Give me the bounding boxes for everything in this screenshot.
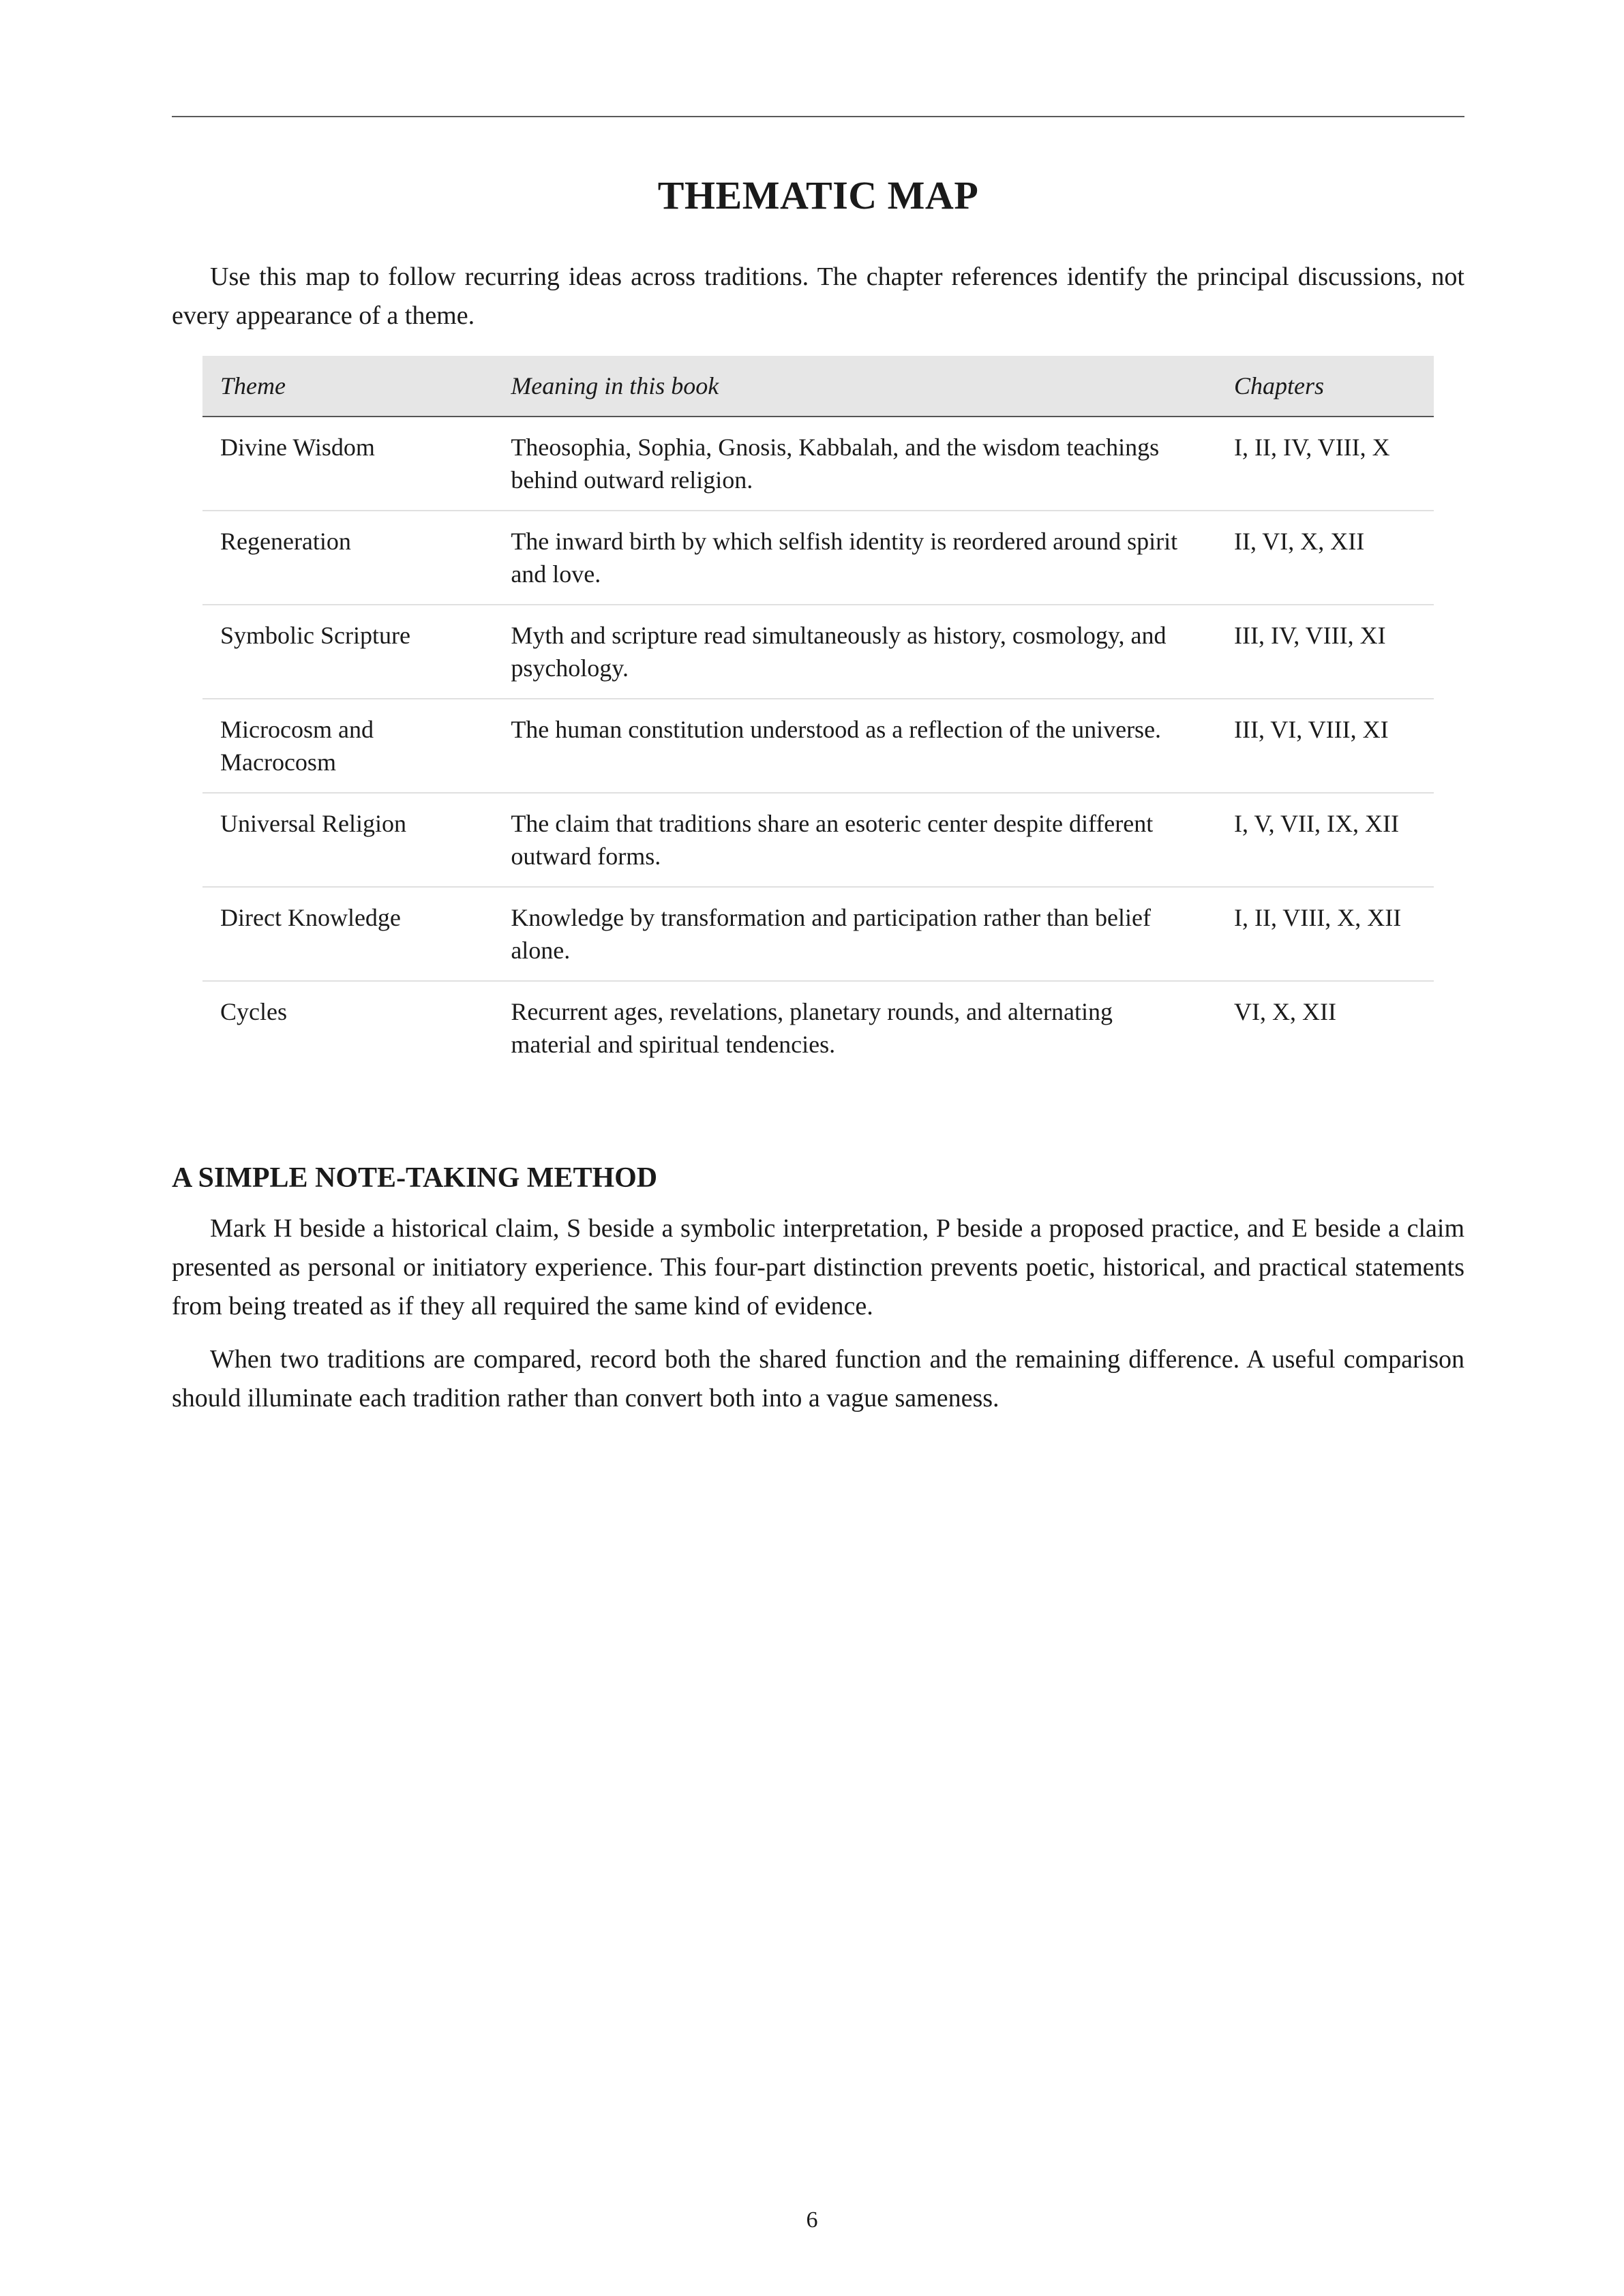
body-paragraph: Mark H beside a historical claim, S beside a symbolic interpretation, P beside a proposed practice, and E beside a claim presented as personal or initiatory experience. This four-part distinction prevents poetic, historical, and practical statements from being treated as if they all required the same kind of evidence. bbox=[172, 1214, 1464, 1320]
table-row bbox=[202, 699, 1434, 793]
intro-paragraph: Use this map to follow recurring ideas across traditions. The chapter references identify the principal discussions, not every appearance of a theme. bbox=[172, 262, 1464, 330]
chapters-cell: III, IV, VIII, XI bbox=[1216, 605, 1434, 699]
theme-cell: Divine Wisdom bbox=[202, 417, 493, 511]
chapters-cell: VI, X, XII bbox=[1233, 998, 1336, 1025]
table-row bbox=[202, 511, 1434, 605]
meaning-cell: The inward birth by which selfish identity is reordered around spirit and love. bbox=[493, 511, 1216, 605]
theme-cell: Universal Religion bbox=[202, 793, 493, 887]
table-row bbox=[202, 887, 1434, 981]
body-paragraph: When two traditions are compared, record both the shared function and the remaining difference. A useful comparison should illuminate each tradition rather than convert both into a vague sameness. bbox=[172, 1345, 1464, 1413]
theme-cell: Microcosm and Macrocosm bbox=[202, 699, 493, 793]
header-rule bbox=[172, 116, 1464, 117]
column-header-theme: Theme bbox=[202, 356, 493, 417]
chapters-cell: I, II, IV, VIII, X bbox=[1216, 417, 1434, 511]
chapters-cell: III, VI, VIII, XI bbox=[1216, 699, 1434, 793]
meaning-cell: The claim that traditions share an esoteric center despite different outward forms. bbox=[493, 793, 1216, 887]
chapters-cell: II, VI, X, XII bbox=[1216, 511, 1434, 605]
column-header-chapters: Chapters bbox=[1216, 356, 1434, 417]
meaning-cell: Myth and scripture read simultaneously as history, cosmology, and psychology. bbox=[493, 605, 1216, 699]
table-row bbox=[202, 605, 1434, 699]
theme-cell: Regeneration bbox=[202, 511, 493, 605]
theme-cell: Direct Knowledge bbox=[202, 887, 493, 981]
meaning-cell: Theosophia, Sophia, Gnosis, Kabbalah, and the wisdom teachings behind outward religion. bbox=[493, 417, 1216, 511]
theme-cell: Cycles bbox=[220, 998, 287, 1025]
page-title: THEMATIC MAP bbox=[657, 173, 979, 217]
chapters-cell: I, II, VIII, X, XII bbox=[1216, 887, 1434, 981]
table-row bbox=[202, 793, 1434, 887]
table-row bbox=[202, 981, 1434, 1074]
table-row bbox=[202, 417, 1434, 511]
table-header-row bbox=[202, 356, 1434, 417]
section-heading: A SIMPLE NOTE-TAKING METHOD bbox=[172, 1162, 658, 1194]
meaning-cell: The human constitution understood as a reflection of the universe. bbox=[493, 699, 1216, 793]
meaning-cell: Knowledge by transformation and participation rather than belief alone. bbox=[493, 887, 1216, 981]
page-number: 6 bbox=[806, 2207, 818, 2233]
column-header-meaning: Meaning in this book bbox=[493, 356, 1216, 417]
thematic-map-table bbox=[202, 356, 1434, 1074]
chapters-cell: I, V, VII, IX, XII bbox=[1216, 793, 1434, 887]
theme-cell: Symbolic Scripture bbox=[202, 605, 493, 699]
meaning-cell: Recurrent ages, revelations, planetary rounds, and alternating material and spiritual tendencies. bbox=[511, 998, 1113, 1058]
